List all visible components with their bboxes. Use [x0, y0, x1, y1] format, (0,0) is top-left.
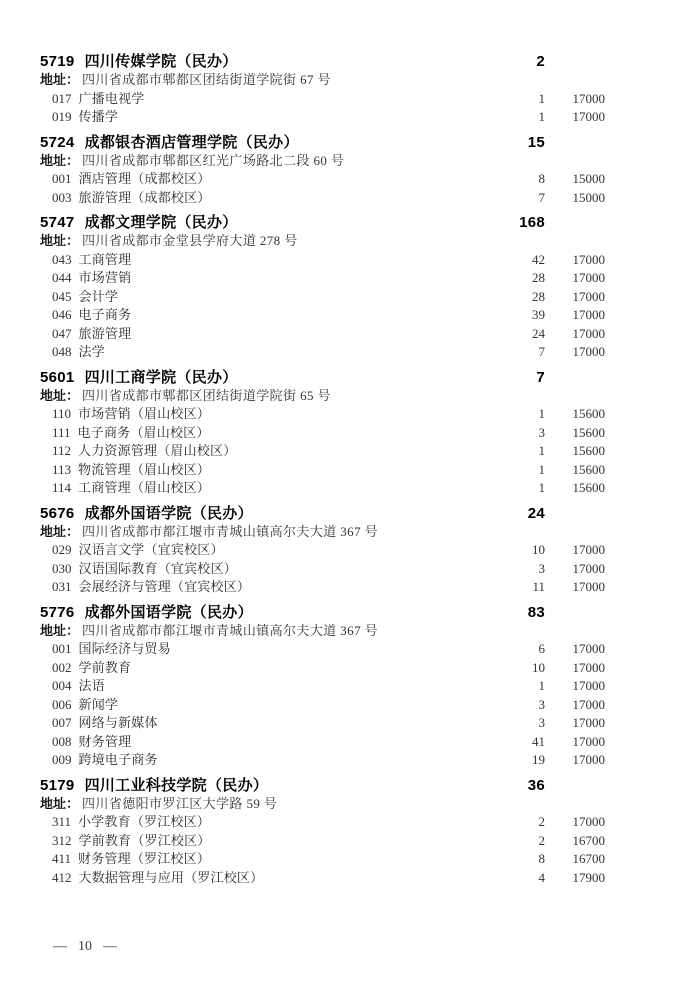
- major-code: 001: [52, 171, 72, 186]
- major-list: [0, 405, 700, 498]
- footer-dash-left: —: [53, 939, 67, 954]
- major-list: [0, 640, 700, 770]
- major-tuition: 17000: [572, 307, 605, 322]
- institution-name: 成都外国语学院（民办）: [84, 504, 253, 522]
- major-seat-count: 39: [532, 307, 545, 322]
- major-row: [0, 479, 700, 498]
- major-seat-count: 1: [538, 406, 545, 421]
- institution-name: 成都文理学院（民办）: [84, 214, 238, 231]
- major-code: 009: [52, 752, 72, 767]
- major-seat-count: 1: [538, 90, 545, 106]
- institution-name: 四川传媒学院（民办）: [84, 53, 238, 70]
- major-code: 003: [52, 189, 72, 205]
- major-seat-count: 28: [532, 288, 545, 304]
- major-seat-count: 10: [532, 659, 545, 675]
- major-name: 工商管理（眉山校区）: [78, 480, 211, 495]
- major-tuition: 17000: [572, 641, 605, 656]
- major-name: 旅游管理: [78, 325, 132, 341]
- major-row: [0, 677, 700, 696]
- institution-code: 5179: [40, 776, 75, 794]
- major-code: 019: [52, 109, 72, 124]
- major-row: [0, 461, 700, 480]
- institution-block: [0, 504, 700, 597]
- major-row: [0, 424, 700, 443]
- major-seat-count: 1: [538, 109, 545, 124]
- major-name: 旅游管理（成都校区）: [78, 189, 211, 205]
- major-list: [0, 813, 700, 887]
- major-name: 学前教育: [78, 659, 132, 675]
- major-row: [0, 659, 700, 678]
- major-name: 市场营销（眉山校区）: [78, 406, 211, 421]
- major-code: 029: [52, 542, 72, 557]
- major-code: 007: [52, 715, 72, 730]
- major-list: [0, 90, 700, 127]
- institution-header: [0, 133, 700, 152]
- institution-header: [0, 776, 700, 795]
- major-tuition: 17000: [572, 814, 605, 829]
- major-code: 048: [52, 344, 72, 359]
- institution-block: [0, 776, 700, 888]
- major-name: 学前教育（罗江校区）: [78, 832, 211, 848]
- major-code: 312: [52, 832, 72, 848]
- institution-block: [0, 368, 700, 498]
- major-name: 市场营销: [78, 270, 132, 285]
- major-name: 酒店管理（成都校区）: [78, 171, 211, 186]
- major-name: 广播电视学: [78, 90, 145, 106]
- major-code: 001: [52, 641, 72, 656]
- major-name: 法学: [78, 344, 105, 359]
- major-row: [0, 170, 700, 189]
- address-row: [0, 71, 700, 90]
- major-name: 电子商务: [78, 307, 132, 322]
- major-tuition: 17000: [572, 288, 605, 304]
- major-seat-count: 1: [538, 678, 545, 693]
- address-text: 四川省成都市都江堰市青城山镇高尔夫大道 367 号: [82, 523, 379, 539]
- major-code: 111: [52, 424, 71, 440]
- address-label: 地址：: [40, 622, 80, 638]
- address-text: 四川省成都市郫都区红光广场路北二段 60 号: [82, 152, 345, 168]
- major-name: 工商管理: [78, 251, 132, 267]
- institution-block: [0, 133, 700, 208]
- institution-code: 5676: [40, 504, 75, 522]
- major-name: 汉语国际教育（宜宾校区）: [78, 560, 237, 576]
- major-row: [0, 850, 700, 869]
- major-list: [0, 170, 700, 207]
- major-code: 045: [52, 288, 72, 304]
- major-name: 法语: [78, 678, 105, 693]
- major-code: 412: [52, 869, 72, 885]
- address-text: 四川省成都市都江堰市青城山镇高尔夫大道 367 号: [82, 622, 379, 638]
- major-row: [0, 696, 700, 715]
- major-code: 110: [52, 406, 72, 421]
- major-tuition: 15600: [572, 443, 605, 458]
- major-row: [0, 269, 700, 288]
- major-code: 006: [52, 696, 72, 712]
- institution-name: 成都银杏酒店管理学院（民办）: [84, 133, 299, 151]
- major-tuition: 17000: [572, 752, 605, 767]
- institution-code: 5747: [40, 214, 75, 231]
- major-code: 002: [52, 659, 72, 675]
- institution-header: [0, 368, 700, 387]
- address-row: [0, 232, 700, 251]
- major-list: [0, 251, 700, 362]
- major-tuition: 16700: [572, 851, 605, 866]
- institution-plan-count: 24: [527, 504, 545, 522]
- major-code: 044: [52, 270, 72, 285]
- address-label: 地址：: [40, 152, 80, 168]
- major-code: 311: [52, 814, 72, 829]
- major-row: [0, 733, 700, 752]
- address-label: 地址：: [40, 72, 80, 87]
- institution-name: 四川工商学院（民办）: [84, 368, 238, 386]
- major-seat-count: 10: [532, 542, 545, 557]
- address-text: 四川省成都市郫都区团结街道学院街 67 号: [82, 72, 331, 87]
- major-row: [0, 108, 700, 127]
- institution-header: [0, 504, 700, 523]
- major-tuition: 17000: [572, 579, 605, 594]
- major-name: 国际经济与贸易: [78, 641, 171, 656]
- address-text: 四川省德阳市罗江区大学路 59 号: [82, 795, 278, 811]
- major-row: [0, 306, 700, 325]
- major-code: 008: [52, 733, 72, 749]
- major-name: 传播学: [78, 109, 119, 124]
- major-row: [0, 640, 700, 659]
- major-tuition: 17000: [572, 696, 605, 712]
- major-seat-count: 7: [538, 344, 545, 359]
- major-tuition: 17000: [572, 109, 605, 124]
- institution-code: 5776: [40, 603, 75, 621]
- major-tuition: 15600: [572, 424, 605, 440]
- major-seat-count: 11: [532, 579, 545, 594]
- footer-dash-right: —: [103, 939, 117, 954]
- major-tuition: 17900: [572, 869, 605, 885]
- major-name: 网络与新媒体: [78, 715, 158, 730]
- major-seat-count: 42: [532, 251, 545, 267]
- major-row: [0, 90, 700, 109]
- major-row: [0, 832, 700, 851]
- institution-name: 成都外国语学院（民办）: [84, 603, 253, 621]
- major-tuition: 15600: [572, 480, 605, 495]
- major-name: 财务管理: [78, 733, 132, 749]
- address-row: [0, 622, 700, 641]
- institution-list: [0, 52, 700, 887]
- major-tuition: 15600: [572, 461, 605, 477]
- major-code: 047: [52, 325, 72, 341]
- address-row: [0, 795, 700, 814]
- institution-plan-count: 83: [527, 603, 545, 621]
- major-tuition: 17000: [572, 733, 605, 749]
- major-code: 031: [52, 579, 72, 594]
- major-tuition: 17000: [572, 560, 605, 576]
- major-seat-count: 3: [538, 715, 545, 730]
- major-seat-count: 41: [532, 733, 545, 749]
- major-code: 113: [52, 461, 72, 477]
- major-code: 043: [52, 251, 72, 267]
- major-row: [0, 578, 700, 597]
- address-label: 地址：: [40, 387, 80, 403]
- major-tuition: 17000: [572, 251, 605, 267]
- institution-block: [0, 603, 700, 770]
- major-row: [0, 189, 700, 208]
- major-name: 新闻学: [78, 696, 119, 712]
- major-row: [0, 343, 700, 362]
- institution-plan-count: 36: [527, 776, 545, 794]
- address-label: 地址：: [40, 795, 80, 811]
- address-row: [0, 523, 700, 542]
- major-seat-count: 2: [538, 814, 545, 829]
- major-row: [0, 869, 700, 888]
- institution-plan-count: 7: [536, 368, 545, 386]
- major-name: 大数据管理与应用（罗江校区）: [78, 869, 264, 885]
- page-number: 10: [78, 939, 92, 954]
- major-row: [0, 541, 700, 560]
- major-row: [0, 405, 700, 424]
- major-seat-count: 8: [538, 171, 545, 186]
- major-code: 112: [52, 443, 72, 458]
- major-code: 411: [52, 851, 72, 866]
- major-name: 跨境电子商务: [78, 752, 158, 767]
- major-seat-count: 6: [538, 641, 545, 656]
- institution-header: [0, 213, 700, 232]
- address-label: 地址：: [40, 233, 80, 248]
- major-code: 046: [52, 307, 72, 322]
- major-name: 电子商务（眉山校区）: [77, 424, 210, 440]
- major-row: [0, 714, 700, 733]
- institution-block: [0, 213, 700, 362]
- major-row: [0, 251, 700, 270]
- major-tuition: 15600: [572, 406, 605, 421]
- address-row: [0, 152, 700, 171]
- major-tuition: 17000: [572, 542, 605, 557]
- address-row: [0, 387, 700, 406]
- major-row: [0, 813, 700, 832]
- major-code: 114: [52, 480, 72, 495]
- address-text: 四川省成都市金堂县学府大道 278 号: [82, 233, 298, 248]
- address-label: 地址：: [40, 523, 80, 539]
- institution-plan-count: 168: [519, 214, 545, 231]
- major-name: 汉语言文学（宜宾校区）: [78, 542, 224, 557]
- major-seat-count: 3: [538, 696, 545, 712]
- major-code: 030: [52, 560, 72, 576]
- major-row: [0, 288, 700, 307]
- institution-plan-count: 15: [527, 133, 545, 151]
- institution-header: [0, 52, 700, 71]
- institution-code: 5719: [40, 53, 75, 70]
- major-seat-count: 24: [532, 325, 545, 341]
- major-seat-count: 19: [532, 752, 545, 767]
- institution-code: 5724: [40, 133, 75, 151]
- major-tuition: 15000: [572, 189, 605, 205]
- major-name: 会计学: [78, 288, 119, 304]
- page-footer: [0, 939, 700, 955]
- major-name: 会展经济与管理（宜宾校区）: [78, 579, 251, 594]
- major-tuition: 17000: [572, 344, 605, 359]
- major-seat-count: 3: [538, 424, 545, 440]
- major-code: 017: [52, 90, 72, 106]
- major-code: 004: [52, 678, 72, 693]
- institution-plan-count: 2: [536, 53, 545, 70]
- major-name: 人力资源管理（眉山校区）: [78, 443, 237, 458]
- major-tuition: 17000: [572, 270, 605, 285]
- major-seat-count: 2: [538, 832, 545, 848]
- major-tuition: 15000: [572, 171, 605, 186]
- major-seat-count: 4: [538, 869, 545, 885]
- major-seat-count: 8: [538, 851, 545, 866]
- institution-code: 5601: [40, 368, 75, 386]
- address-text: 四川省成都市郫都区团结街道学院街 65 号: [82, 387, 331, 403]
- major-row: [0, 560, 700, 579]
- institution-block: [0, 52, 700, 127]
- major-tuition: 17000: [572, 90, 605, 106]
- major-tuition: 16700: [572, 832, 605, 848]
- major-name: 物流管理（眉山校区）: [78, 461, 211, 477]
- major-tuition: 17000: [572, 659, 605, 675]
- major-seat-count: 3: [538, 560, 545, 576]
- major-tuition: 17000: [572, 325, 605, 341]
- major-tuition: 17000: [572, 715, 605, 730]
- major-name: 小学教育（罗江校区）: [78, 814, 211, 829]
- major-seat-count: 1: [538, 480, 545, 495]
- major-row: [0, 442, 700, 461]
- major-seat-count: 7: [538, 189, 545, 205]
- major-name: 财务管理（罗江校区）: [78, 851, 211, 866]
- major-seat-count: 1: [538, 461, 545, 477]
- institution-header: [0, 603, 700, 622]
- major-seat-count: 1: [538, 443, 545, 458]
- major-seat-count: 28: [532, 270, 545, 285]
- major-list: [0, 541, 700, 597]
- institution-name: 四川工业科技学院（民办）: [84, 776, 269, 794]
- major-row: [0, 751, 700, 770]
- major-tuition: 17000: [572, 678, 605, 693]
- major-row: [0, 325, 700, 344]
